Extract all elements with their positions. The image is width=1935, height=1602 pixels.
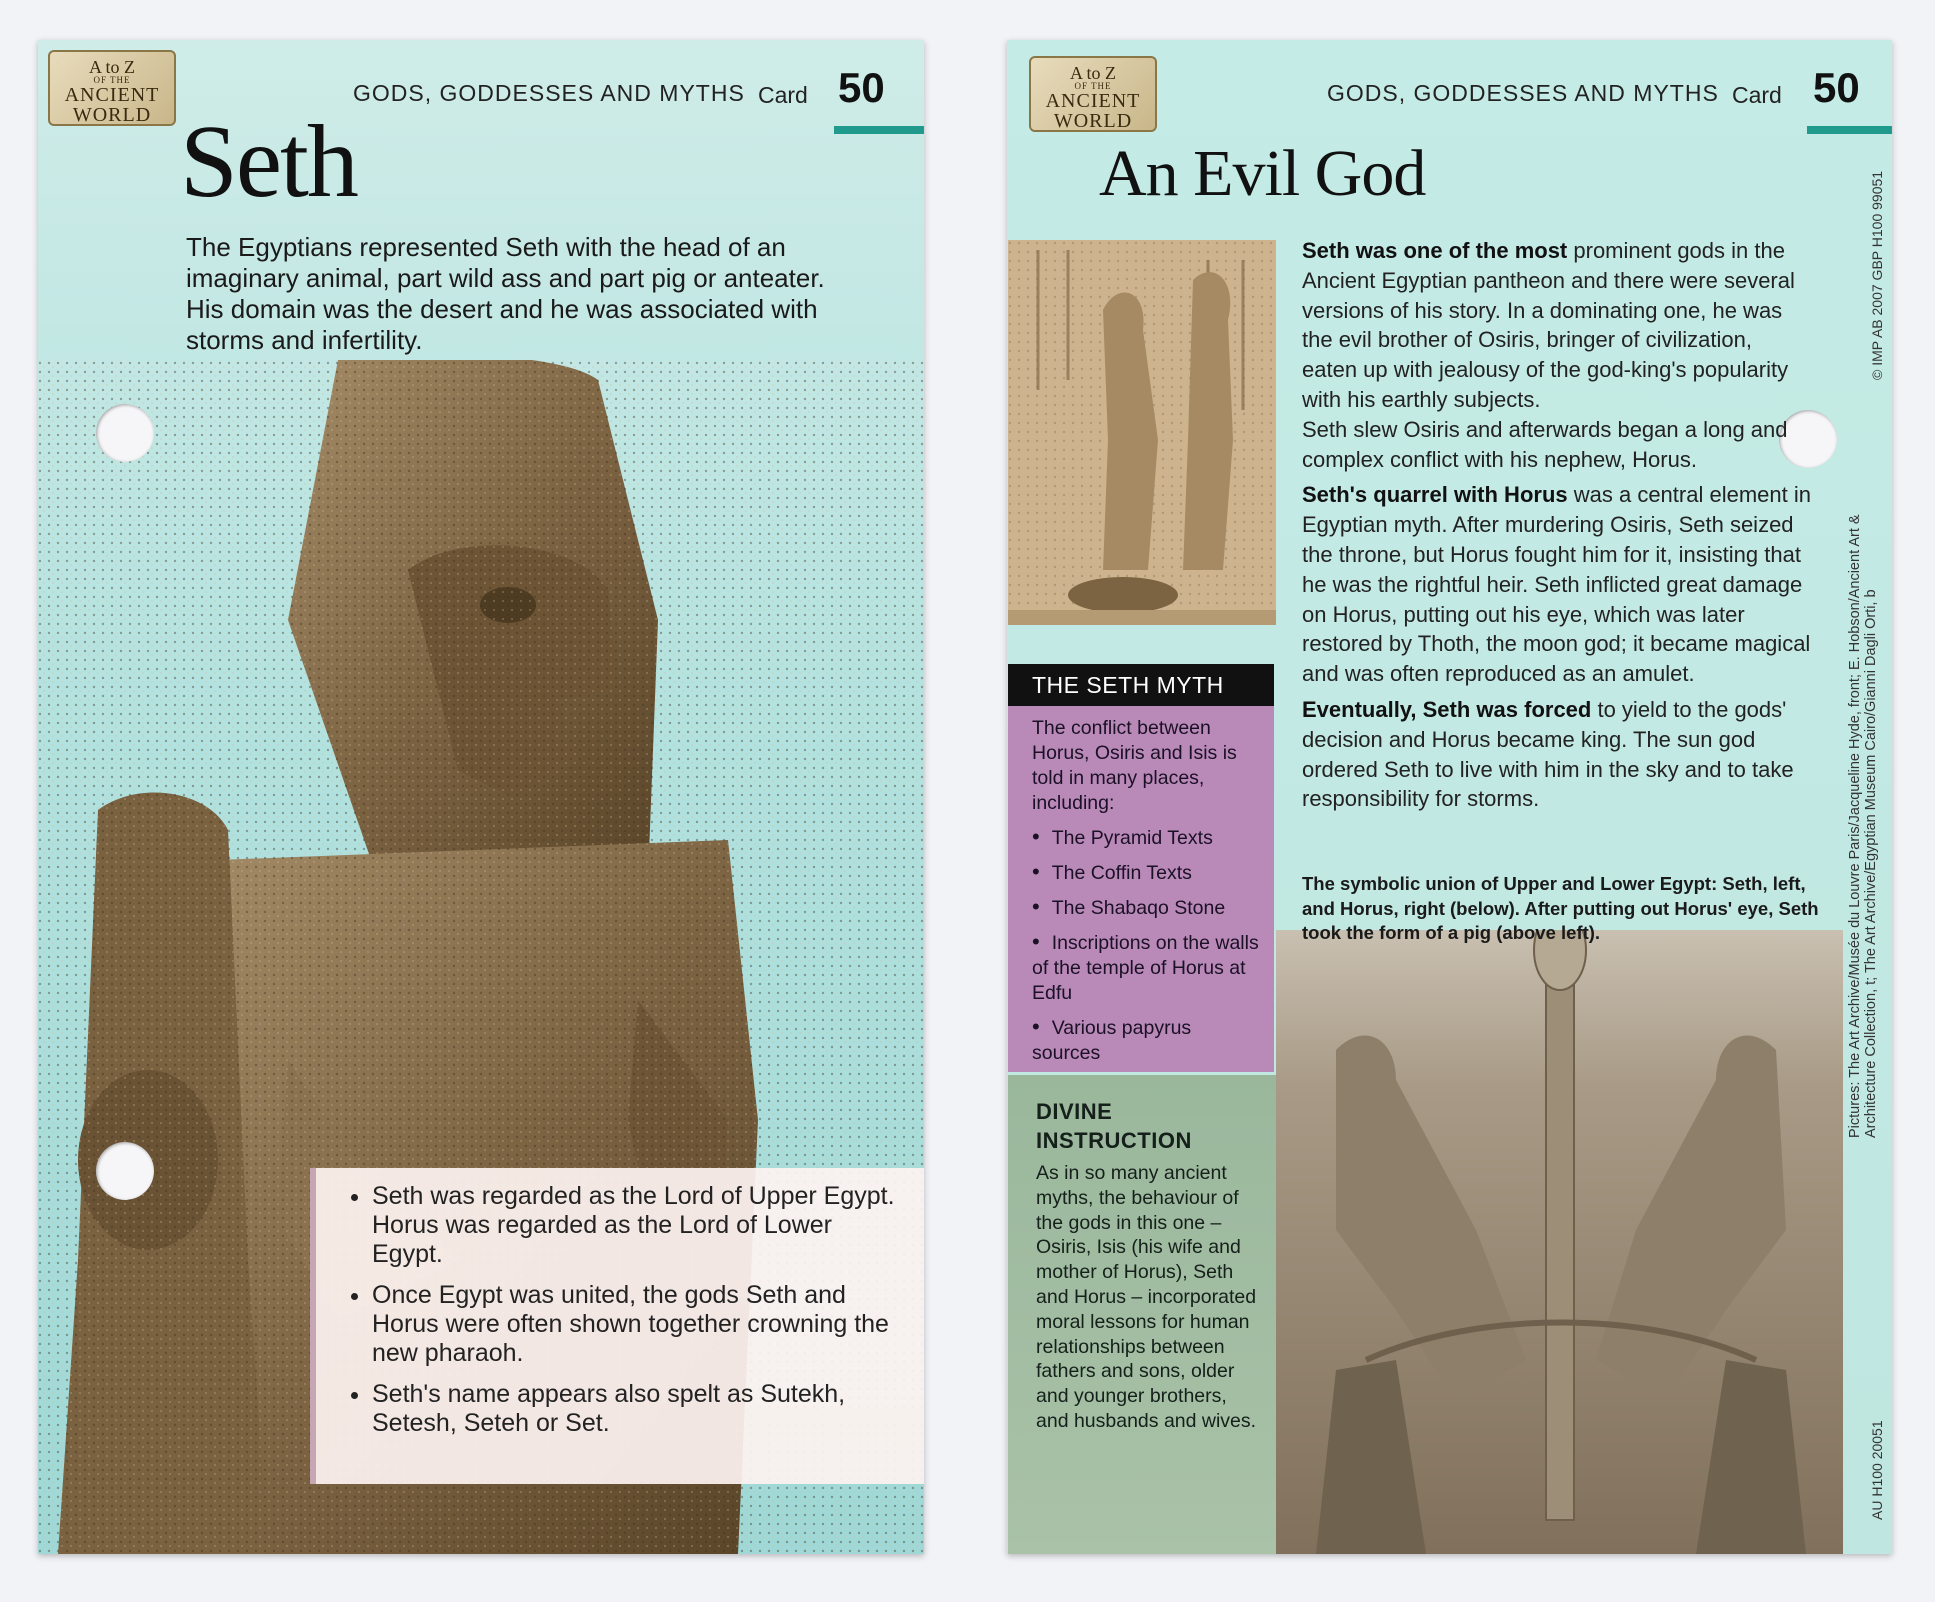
lead-text: Eventually, Seth was forced [1302,696,1592,722]
logo-line4: WORLD [1053,110,1133,132]
picture-credits-line: Pictures: The Art Archive/Musée du Louvre Paris/Jacqueline Hyde, front; E. Hobson/Ancient Art & [1847,514,1863,1138]
lead-text: Seth was one of the most [1302,238,1568,263]
topic-label: GODS, GODDESSES AND MYTHS [1327,80,1719,106]
body-paragraph [1302,236,1812,474]
picture-credits-line: Architecture Collection, t; The Art Archive/Egyptian Museum Cairo/Gianni Dagli Orti, b [1863,589,1879,1138]
logo-line2: OF THE [1074,81,1112,91]
paragraph-text: was a central element in Egyptian myth. After murdering Osiris, Seth seized the throne, but Horus fought him for it, insisting that he was the rightful heir. Seth inflicted great damage on Horus, putting out his eye, which was later restored by Thoth, the moon god; it became magical and was often reproduced as an amulet. [1302,482,1811,687]
list-item: • The Coffin Texts [1032,859,1260,886]
logo-line3: ANCIENT [64,84,160,106]
logo-line1: A to Z [1069,63,1116,83]
seth-myth-box [1008,706,1274,1072]
fact-item: • Seth's name appears also spelt as Sutekh, Setesh, Seteh or Set. [372,1380,906,1438]
paragraph-text: prominent gods in the Ancient Egyptian pantheon and there were several versions of his story. In a dominating one, he was the evil brother of Osiris, bringer of civilization, eaten up with jealousy of the god-king's popularity with his earthly subjects. [1302,238,1795,412]
paragraph-text: Seth slew Osiris and afterwards began a long and complex conflict with his nephew, Horus. [1302,416,1788,472]
fact-item: • Seth was regarded as the Lord of Upper Egypt. Horus was regarded as the Lord of Lower Egypt. [372,1182,906,1269]
a-to-z-logo [48,50,176,126]
copyright-text: © IMP AB 2007 GBP H100 99051 [1869,170,1885,380]
body-paragraph [1302,480,1812,689]
page-title: Seth [180,104,357,219]
fact-item: • Once Egypt was united, the gods Seth and Horus were often shown together crowning the new pharaoh. [372,1281,906,1368]
punch-hole [96,1142,154,1200]
logo-line4: WORLD [72,104,152,126]
card-number: 50 [838,64,885,111]
seth-myth-heading: THE SETH MYTH [1008,664,1274,706]
list-item: • The Pyramid Texts [1032,824,1260,851]
card-front [38,40,924,1554]
divine-heading: DIVINE INSTRUCTION [1036,1099,1192,1153]
image-caption: The symbolic union of Upper and Lower Egypt: Seth, left, and Horus, right (below). After putting out Horus' eye, Seth took the form of a pig (above left). [1302,873,1819,943]
page-title: An Evil God [1099,137,1426,210]
list-item: • The Shabaqo Stone [1032,894,1260,921]
relief-photo-bottom [1276,930,1843,1554]
facts-box [310,1168,924,1484]
card-number: 50 [1813,64,1860,111]
divine-text: As in so many ancient myths, the behaviour of the gods in this one – Osiris, Isis (his wife and mother of Horus), Seth and Horus – incorporated moral lessons for human relationships between fathers and sons, older and younger brothers, and husbands and wives. [1036,1162,1257,1432]
logo-line3: ANCIENT [1045,90,1141,112]
divine-instruction-box [1008,1075,1276,1554]
list-item: • Inscriptions on the walls of the temple of Horus at Edfu [1032,929,1260,1006]
paragraph-text: to yield to the gods' decision and Horus became king. The sun god ordered Seth to live with him in the sky and to take responsibility for storms. [1302,696,1794,812]
card-label: Card [758,82,808,108]
logo-line2: OF THE [93,75,131,85]
list-item: • Various papyrus sources [1032,1014,1260,1066]
card-label: Card [1732,82,1782,108]
product-code: AU H100 20051 [1869,1420,1885,1520]
lead-text: Seth's quarrel with Horus [1302,482,1568,508]
picture-credits [1847,514,1879,1138]
body-paragraph [1302,695,1812,814]
logo-line1: A to Z [88,57,135,77]
teal-accent-bar [1807,126,1892,134]
teal-accent-bar [834,126,924,134]
a-to-z-logo [1029,56,1157,132]
topic-label: GODS, GODDESSES AND MYTHS [353,80,745,106]
relief-photo-top [1008,240,1276,625]
seth-myth-intro: The conflict between Horus, Osiris and Isis is told in many places, including: [1032,717,1237,814]
intro-text: The Egyptians represented Seth with the head of an imaginary animal, part wild ass and part pig or anteater. His domain was the desert and he was associated with storms and infertility. [186,232,825,355]
punch-hole [96,404,154,462]
body-text [1302,236,1812,820]
